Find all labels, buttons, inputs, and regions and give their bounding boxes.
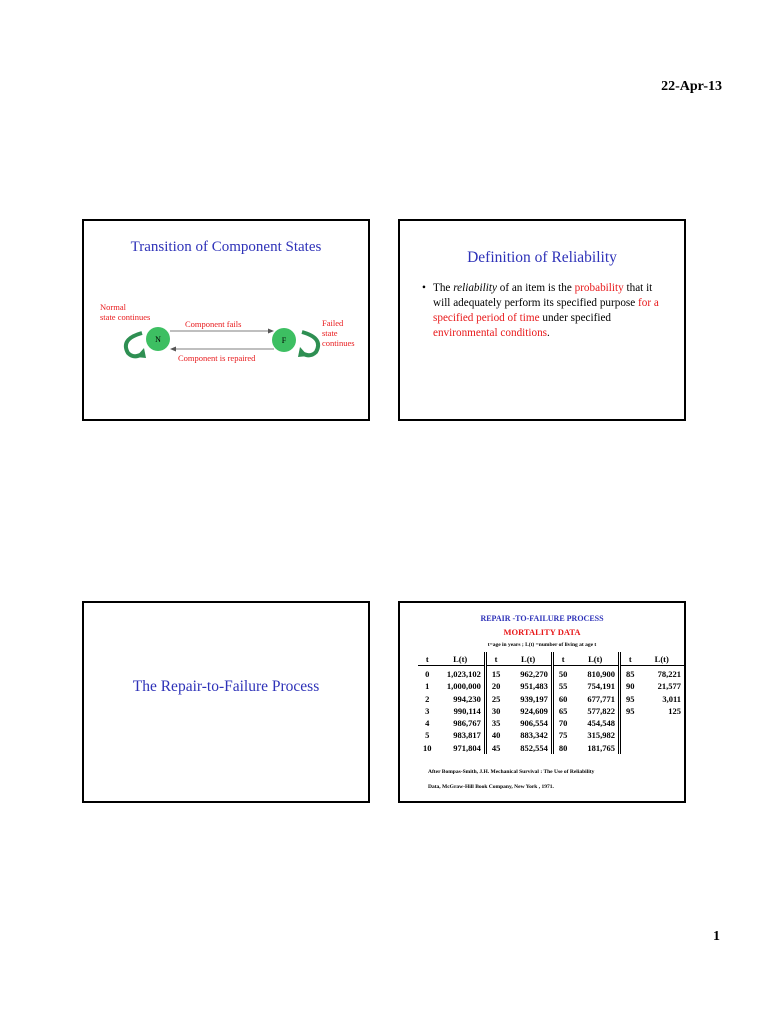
failed-label-line1: Failed	[322, 318, 344, 328]
page-number: 1	[713, 929, 720, 944]
failed-self-loop-arrowhead	[298, 347, 308, 357]
mortality-table	[418, 652, 684, 754]
table-caption: t=age in years ; L(t) =number of living at age t	[487, 642, 597, 648]
table-row: 5 983,817 40 883,342 75 315,982	[418, 729, 684, 741]
slide-subtitle: MORTALITY DATA	[503, 627, 581, 637]
table-header-row	[418, 652, 684, 666]
reliability-term: reliability	[453, 282, 497, 294]
header-t: t	[620, 652, 640, 666]
header-t: t	[485, 652, 505, 666]
slide-repair-to-failure-process	[82, 601, 370, 803]
header-lt: L(t)	[437, 652, 486, 666]
slide-definition-of-reliability	[398, 219, 686, 421]
highlight-probability: probability	[574, 282, 624, 294]
slide-mortality-data	[398, 601, 686, 803]
citation-line1: After Bompas-Smith, J.H. Mechanical Survival : The Use of Reliability	[428, 769, 595, 775]
failed-self-loop-arrow	[302, 332, 318, 355]
table-row: 3 990,114 30 924,609 65 577,822 95 125	[425, 705, 681, 716]
header-t: t	[552, 652, 572, 666]
header-date: 22-Apr-13	[661, 79, 722, 94]
citation-line2: Data, McGraw-Hill Book Company, New York , 1971.	[428, 784, 554, 790]
slide-title: The Repair-to-Failure Process	[132, 678, 320, 695]
table-row: 2 994,230 25 939,197 60 677,771 95 3,011	[425, 693, 681, 704]
state-transition-diagram	[84, 221, 368, 419]
header-t: t	[418, 652, 437, 666]
component-repaired-label: Component is repaired	[178, 353, 256, 363]
fails-arrowhead	[268, 329, 274, 334]
component-fails-label: Component fails	[185, 319, 242, 329]
definition-text: The reliability of an item is the probability that it will adequately perform its specified purpose for a specified period of time under specified environmental conditions.	[433, 282, 659, 339]
table-row: 10 971,804 45 852,554 80 181,765	[418, 742, 684, 754]
failed-label-line2: state	[322, 328, 338, 338]
reliability-definition-bullet	[422, 281, 672, 341]
node-f-label: F	[281, 336, 287, 345]
repaired-arrowhead	[170, 347, 176, 352]
highlight-period: for a specified period of time	[433, 297, 659, 324]
bullet-dot: •	[422, 282, 426, 294]
source-citation	[428, 765, 678, 795]
normal-self-loop-arrowhead	[136, 348, 146, 358]
normal-label-line2: state continues	[100, 312, 151, 322]
node-n-label: N	[155, 335, 161, 344]
header-lt: L(t)	[505, 652, 552, 666]
normal-label-line1: Normal	[100, 302, 126, 312]
slide-title: Transition of Component States	[130, 239, 322, 255]
slide-title: Definition of Reliability	[467, 249, 617, 266]
header-lt: L(t)	[572, 652, 619, 666]
header-lt: L(t)	[640, 652, 684, 666]
failed-label-line3: continues	[322, 338, 355, 348]
highlight-conditions: environmental conditions	[433, 327, 548, 339]
table-row: 4 986,767 35 906,554 70 454,548	[418, 717, 684, 729]
slide-transition-of-component-states	[82, 219, 370, 421]
slide-title: REPAIR -TO-FAILURE PROCESS	[480, 614, 604, 623]
table-row: 1 1,000,000 20 951,483 55 754,191 90 21,577	[425, 681, 681, 692]
normal-self-loop-arrow	[126, 333, 142, 356]
table-row: 0 1,023,102 15 962,270 50 810,900 85 78,221	[418, 666, 684, 681]
